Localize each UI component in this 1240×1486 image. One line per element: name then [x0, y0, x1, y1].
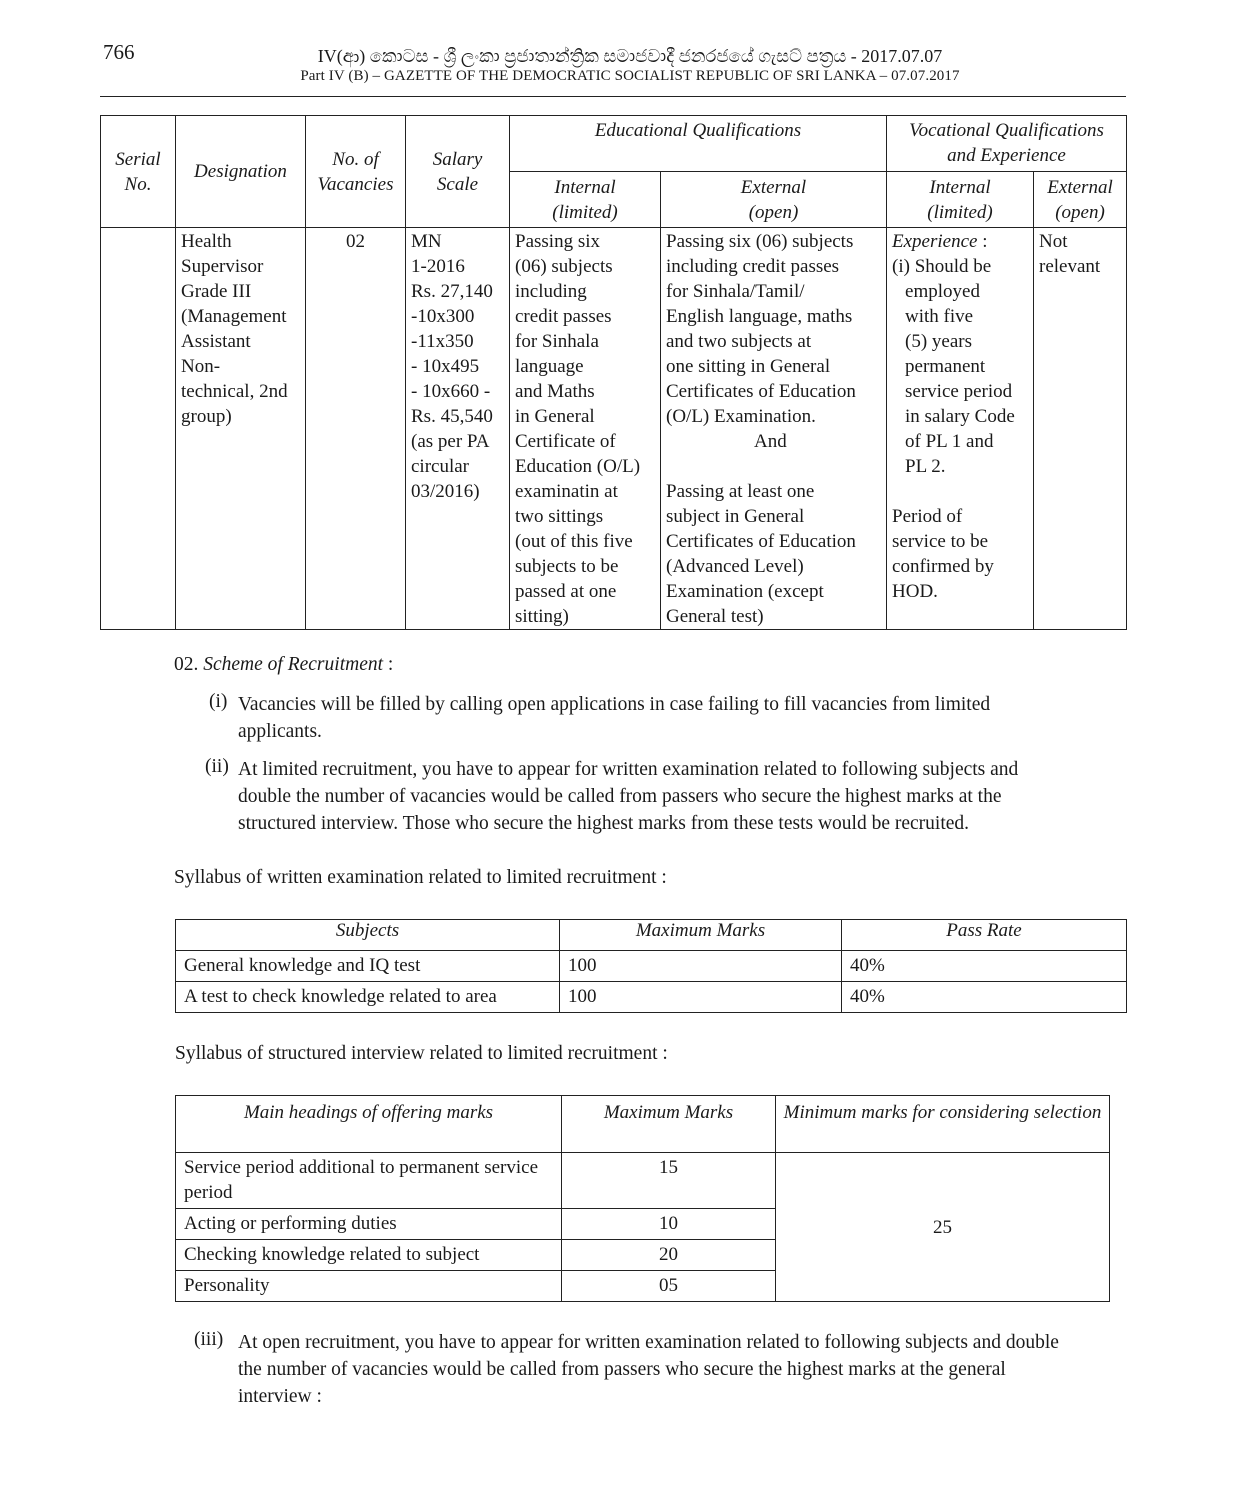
cell-designation: Health Supervisor Grade III (Management Assistant Non- technical, 2nd group)	[176, 228, 306, 630]
header-maximum-marks: Maximum Marks	[560, 920, 842, 951]
header-edu-external: External (open)	[661, 172, 887, 228]
table-row	[101, 228, 1127, 630]
header-vocational-qualifications: Vocational Qualifications and Experience	[887, 116, 1127, 172]
header-interview-maximum-marks: Maximum Marks	[562, 1096, 776, 1153]
table-row: Personality 05	[176, 1271, 1110, 1302]
table-row: A test to check knowledge related to area 100 40%	[176, 982, 1127, 1013]
table-row: General knowledge and IQ test 100 40%	[176, 951, 1127, 982]
gazette-header-sinhala: IV(ආ) කොටස - ශ්‍රී ලංකා ප්‍රජාතාන්ත්‍රික සමාජවාදී ජනරජයේ ගැසට් පත්‍රය - 2017.07.07	[317, 46, 943, 66]
header-salary-scale: Salary Scale	[406, 116, 510, 228]
header-pass-rate: Pass Rate	[842, 920, 1127, 951]
gazette-header-english: Part IV (B) – GAZETTE OF THE DEMOCRATIC SOCIALIST REPUBLIC OF SRI LANKA – 07.07.2017	[300, 68, 960, 84]
header-subjects: Subjects	[176, 920, 560, 951]
minimum-marks-value: 25	[776, 1153, 1110, 1302]
item-number-i: (i)	[209, 691, 228, 712]
item-number-ii: (ii)	[205, 756, 229, 777]
cell-vacancies: 02	[306, 228, 406, 630]
header-main-headings: Main headings of offering marks	[176, 1096, 562, 1153]
cell-voc-external: Not relevant	[1034, 228, 1127, 630]
table-row: Acting or performing duties 10	[176, 1209, 1110, 1240]
table-row: Checking knowledge related to subject 20	[176, 1240, 1110, 1271]
header-educational-qualifications: Educational Qualifications	[510, 116, 887, 172]
written-exam-table	[175, 919, 1127, 1013]
header-serial-no: Serial No.	[101, 116, 176, 228]
header-designation: Designation	[176, 116, 306, 228]
item-text-ii: At limited recruitment, you have to appear for written examination related to following subjects and double the number of vacancies would be called from passers who secure the highest marks at the structured interview. Those who secure the highest marks from these tests would be recruited.	[238, 759, 1019, 834]
item-text-i: Vacancies will be filled by calling open applications in case failing to fill vacancies from limited applicants.	[238, 694, 991, 742]
interview-caption: Syllabus of structured interview related to limited recruitment :	[175, 1043, 668, 1064]
header-rule	[100, 96, 1126, 97]
header-vacancies: No. of Vacancies	[306, 116, 406, 228]
header-minimum-marks: Minimum marks for considering selection	[776, 1096, 1110, 1153]
item-number-iii: (iii)	[194, 1329, 224, 1350]
interview-table	[175, 1095, 1110, 1302]
cell-edu-internal: Passing six (06) subjects including credit passes for Sinhala language and Maths in General Certificate of Education (O/L) examinatin at two sittings (out of this five subjects to be passed at one sitting)	[510, 228, 661, 630]
written-exam-caption: Syllabus of written examination related to limited recruitment :	[174, 867, 667, 888]
header-voc-internal: Internal (limited)	[887, 172, 1034, 228]
header-voc-external: External (open)	[1034, 172, 1127, 228]
item-text-iii: At open recruitment, you have to appear for written examination related to following subjects and double the number of vacancies would be called from passers who secure the highest marks at the general interview :	[238, 1332, 1059, 1407]
table-row: Service period additional to permanent service period 15 25	[176, 1153, 1110, 1209]
posts-table	[100, 115, 1127, 630]
cell-salary-scale: MN 1-2016 Rs. 27,140 -10x300 -11x350 - 10x495 - 10x660 - Rs. 45,540 (as per PA circular 03/2016)	[406, 228, 510, 630]
page-number: 766	[103, 40, 135, 64]
scheme-heading: 02. Scheme of Recruitment :	[174, 654, 394, 675]
cell-voc-internal: Experience : (i) Should be employed with five (5) years permanent service period in salary Code of PL 1 and PL 2. Period of service to be confirmed by HOD.	[887, 228, 1034, 630]
cell-serial	[101, 228, 176, 630]
cell-edu-external: Passing six (06) subjects including credit passes for Sinhala/Tamil/ English language, maths and two subjects at one sitting in General Certificates of Education (O/L) Examination. And Passing at least one subject in General Certificates of Education (Advanced Level) Examination (except General test)	[661, 228, 887, 630]
header-edu-internal: Internal (limited)	[510, 172, 661, 228]
